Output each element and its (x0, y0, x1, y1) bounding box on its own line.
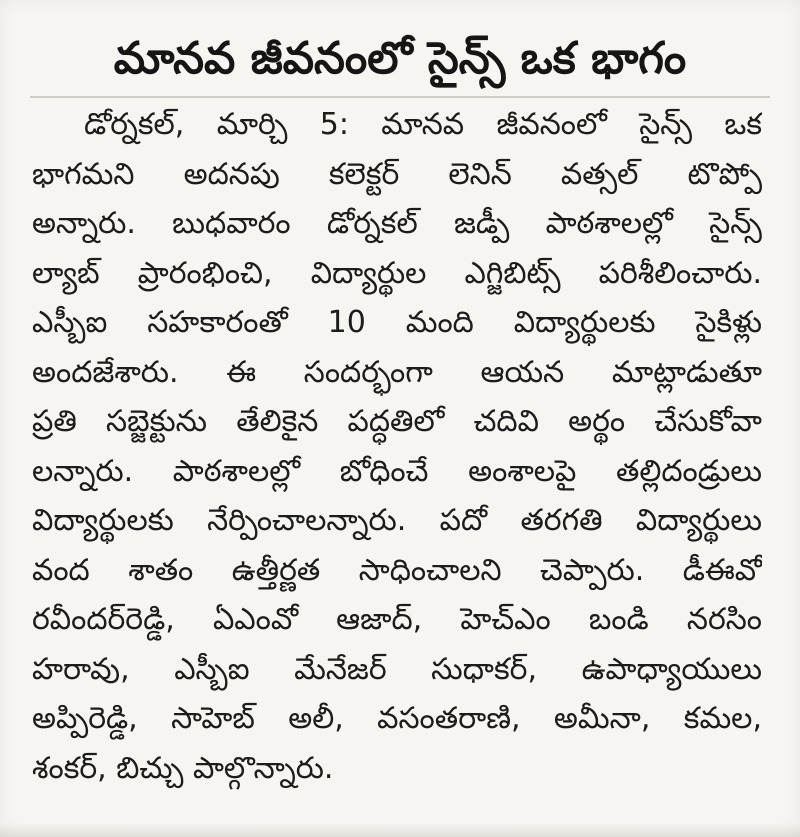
article-line: భాగమని అదనపు కలెక్టర్ లెనిన్ వత్సల్ టొప్పో (32, 156, 762, 192)
article-line: లన్నారు. పాఠశాలల్లో బోధించే అంశాలపై తల్లిదండ్రులు (32, 453, 762, 489)
article-line: అందజేశారు. ఈ సందర్భంగా ఆయన మాట్లాడుతూ (32, 354, 762, 390)
article-body (32, 100, 762, 793)
headline-divider (30, 96, 770, 98)
article-line: ల్యాబ్ ప్రారంభించి, విద్యార్థుల ఎగ్జిబిట్స్ పరిశీలించారు. (32, 255, 762, 291)
article-line: శంకర్, బిచ్చు పాల్గొన్నారు. (32, 750, 334, 786)
article-line: అన్నారు. బుధవారం డోర్నకల్ జడ్పీ పాఠశాలల్లో సైన్స్ (32, 206, 762, 241)
article-line: వంద శాతం ఉత్తీర్ణత సాధించాలని చెప్పారు. డీఈవో (32, 552, 762, 588)
article-line: ఎస్బీఐ సహకారంతో 10 మంది విద్యార్థులకు సైకిళ్లు (32, 305, 762, 340)
article-line: అప్పిరెడ్డి, సాహెబ్ అలీ, వసంతరాణి, అమీనా, కమల, (32, 701, 762, 736)
article-line: డోర్నకల్, మార్చి 5: మానవ జీవనంలో సైన్స్ ఒక (84, 107, 762, 142)
headline: మానవ జీవనంలో సైన్స్ ఒక భాగం (113, 33, 687, 84)
article-line: ప్రతి సబ్జెక్టును తేలికైన పద్ధతిలో చదివి అర్థం చేసుకోవా (32, 404, 762, 439)
article-line: విద్యార్థులకు నేర్పించాలన్నారు. పదో తరగతి విద్యార్థులు (32, 503, 762, 538)
page-bottom-edge (0, 823, 800, 837)
article-line: హరావు, ఎస్బీఐ మేనేజర్ సుధాకర్, ఉపాధ్యాయులు (32, 651, 762, 687)
article-line: రవీందర్‌రెడ్డి, ఏఎంవో ఆజాద్, హెచ్ఎం బండి నరసిం (32, 602, 762, 637)
